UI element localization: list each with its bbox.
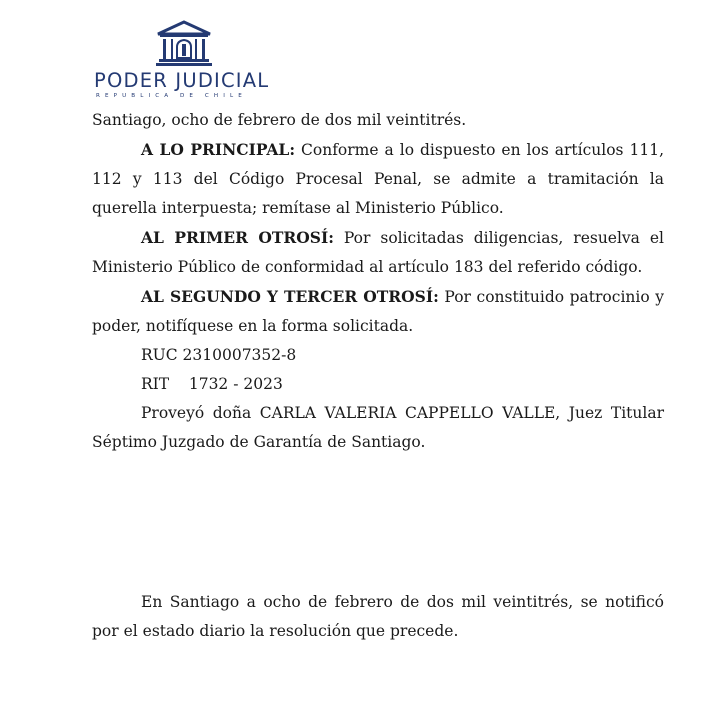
logo-title: PODER JUDICIAL: [94, 69, 270, 92]
logo-subtitle: REPUBLICA DE CHILE: [96, 93, 247, 99]
ruc-line: RUC 2310007352-8: [141, 346, 297, 364]
segundo-otrosi-text: Por constituido patrocinio y poder, notifíquese en la forma solicitada.: [92, 288, 664, 335]
principal-text: Conforme a lo dispuesto en los artículos 111, 112 y 113 del Código Procesal Penal, se admite a tramitación la querella interpuesta; remítase al Ministerio Público.: [92, 141, 664, 217]
proveyo-paragraph: Proveyó doña CARLA VALERIA CAPPELLO VALLE, Juez Titular Séptimo Juzgado de Garantía de Santiago.: [92, 404, 664, 451]
primer-otrosi-label: AL PRIMER OTROSÍ:: [141, 228, 334, 247]
principal-paragraph: [92, 135, 664, 223]
principal-label: A LO PRINCIPAL:: [141, 140, 296, 159]
notification-text: [92, 588, 664, 646]
segundo-otrosi-label: AL SEGUNDO Y TERCER OTROSÍ:: [141, 287, 439, 306]
primer-otrosi-paragraph: [92, 223, 664, 282]
resolution-text: [92, 106, 664, 457]
poder-judicial-logo: [92, 20, 282, 102]
courthouse-icon: [155, 20, 213, 68]
rit-line: RIT 1732 - 2023: [141, 375, 283, 393]
date-line: Santiago, ocho de febrero de dos mil veintitrés.: [92, 111, 467, 129]
primer-otrosi-text: Por solicitadas diligencias, resuelva el Ministerio Público de conformidad al artículo 183 del referido código.: [92, 229, 664, 276]
notification-paragraph: En Santiago a ocho de febrero de dos mil veintitrés, se notificó por el estado diario la resolución que precede.: [92, 593, 664, 640]
segundo-otrosi-paragraph: [92, 282, 664, 341]
